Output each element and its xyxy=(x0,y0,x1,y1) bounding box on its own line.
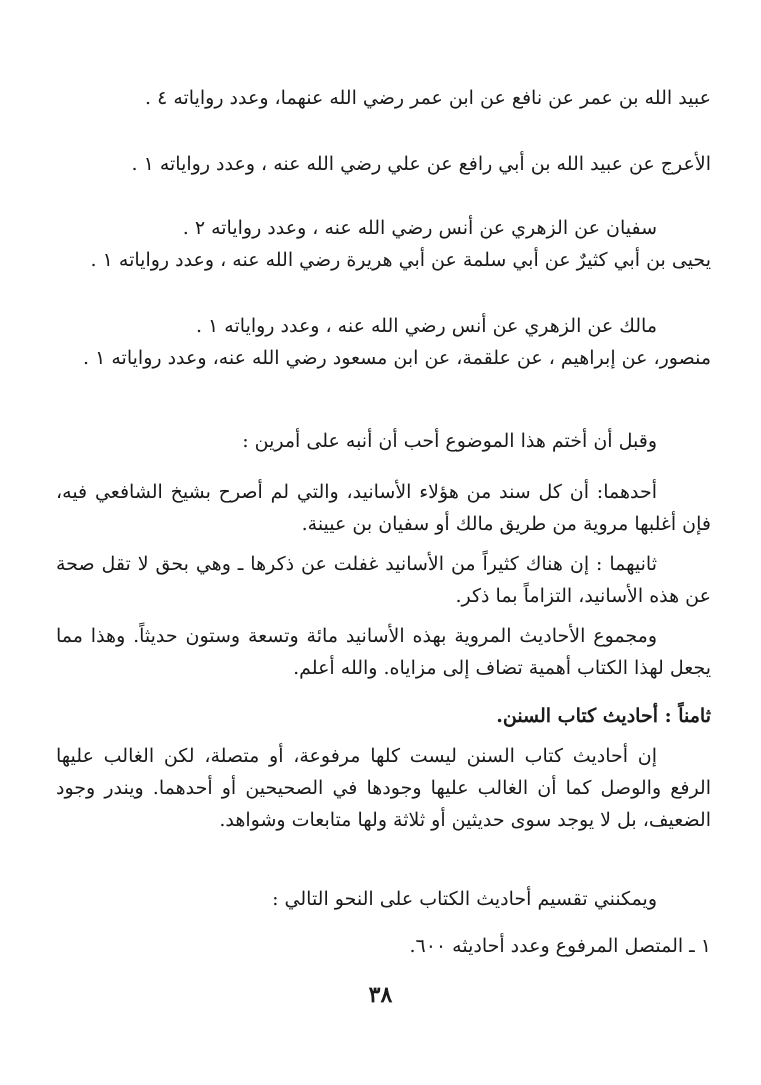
division-intro: ويمكنني تقسيم أحاديث الكتاب على النحو التالي : xyxy=(272,888,657,910)
narration-chain-3: سفيان عن الزهري عن أنس رضي الله عنه ، وعدد رواياته ٢ . xyxy=(182,217,657,239)
intro-two-points: وقبل أن أختم هذا الموضوع أحب أن أنبه على أمرين : xyxy=(242,430,657,452)
narration-chain-5: مالك عن الزهري عن أنس رضي الله عنه ، وعدد رواياته ١ . xyxy=(195,315,657,337)
narration-chain-1: عبيد الله بن عمر عن نافع عن ابن عمر رضي الله عنهما، وعدد رواياته ٤ . xyxy=(144,87,711,109)
list-item-one: ١ ـ المتصل المرفوع وعدد أحاديثه ٦٠٠. xyxy=(409,935,711,957)
point-two-paragraph: ثانيهما : إن هناك كثيراً من الأسانيد غفلت عن ذكرها ـ وهي بحق لا تقل صحة عن هذه الأسانيد، التزاماً بما ذكر. xyxy=(56,553,711,607)
point-one-paragraph: أحدهما: أن كل سند من هؤلاء الأسانيد، والتي لم أصرح بشيخ الشافعي فيه، فإن أغلبها مروية من طريق مالك أو سفيان بن عيينة. xyxy=(56,481,711,535)
total-hadith-paragraph: ومجموع الأحاديث المروية بهذه الأسانيد مائة وتسعة وستون حديثاً. وهذا مما يجعل لهذا الكتاب أهمية تضاف إلى مزاياه. والله أعلم. xyxy=(56,625,711,679)
page-number: ٣٨ xyxy=(368,982,393,1008)
sunan-hadith-paragraph: إن أحاديث كتاب السنن ليست كلها مرفوعة، أو متصلة، لكن الغالب عليها الرفع والوصل كما أن الغالب عليها وجودها في الصحيحين أو أحدهما. ويندر وجود الضعيف، بل لا يوجد سوى حديثين أو ثلاثة ولها متابعات وشواهد. xyxy=(56,745,711,831)
narration-chain-6: منصور، عن إبراهيم ، عن علقمة، عن ابن مسعود رضي الله عنه، وعدد رواياته ١ . xyxy=(83,347,711,369)
section-heading: ثامناً : أحاديث كتاب السنن. xyxy=(496,705,711,727)
narration-chain-2: الأعرج عن عبيد الله بن أبي رافع عن علي رضي الله عنه ، وعدد رواياته ١ . xyxy=(131,153,711,175)
narration-chain-4: يحيى بن أبي كثيرٌ عن أبي سلمة عن أبي هريرة رضي الله عنه ، وعدد رواياته ١ . xyxy=(90,249,711,271)
